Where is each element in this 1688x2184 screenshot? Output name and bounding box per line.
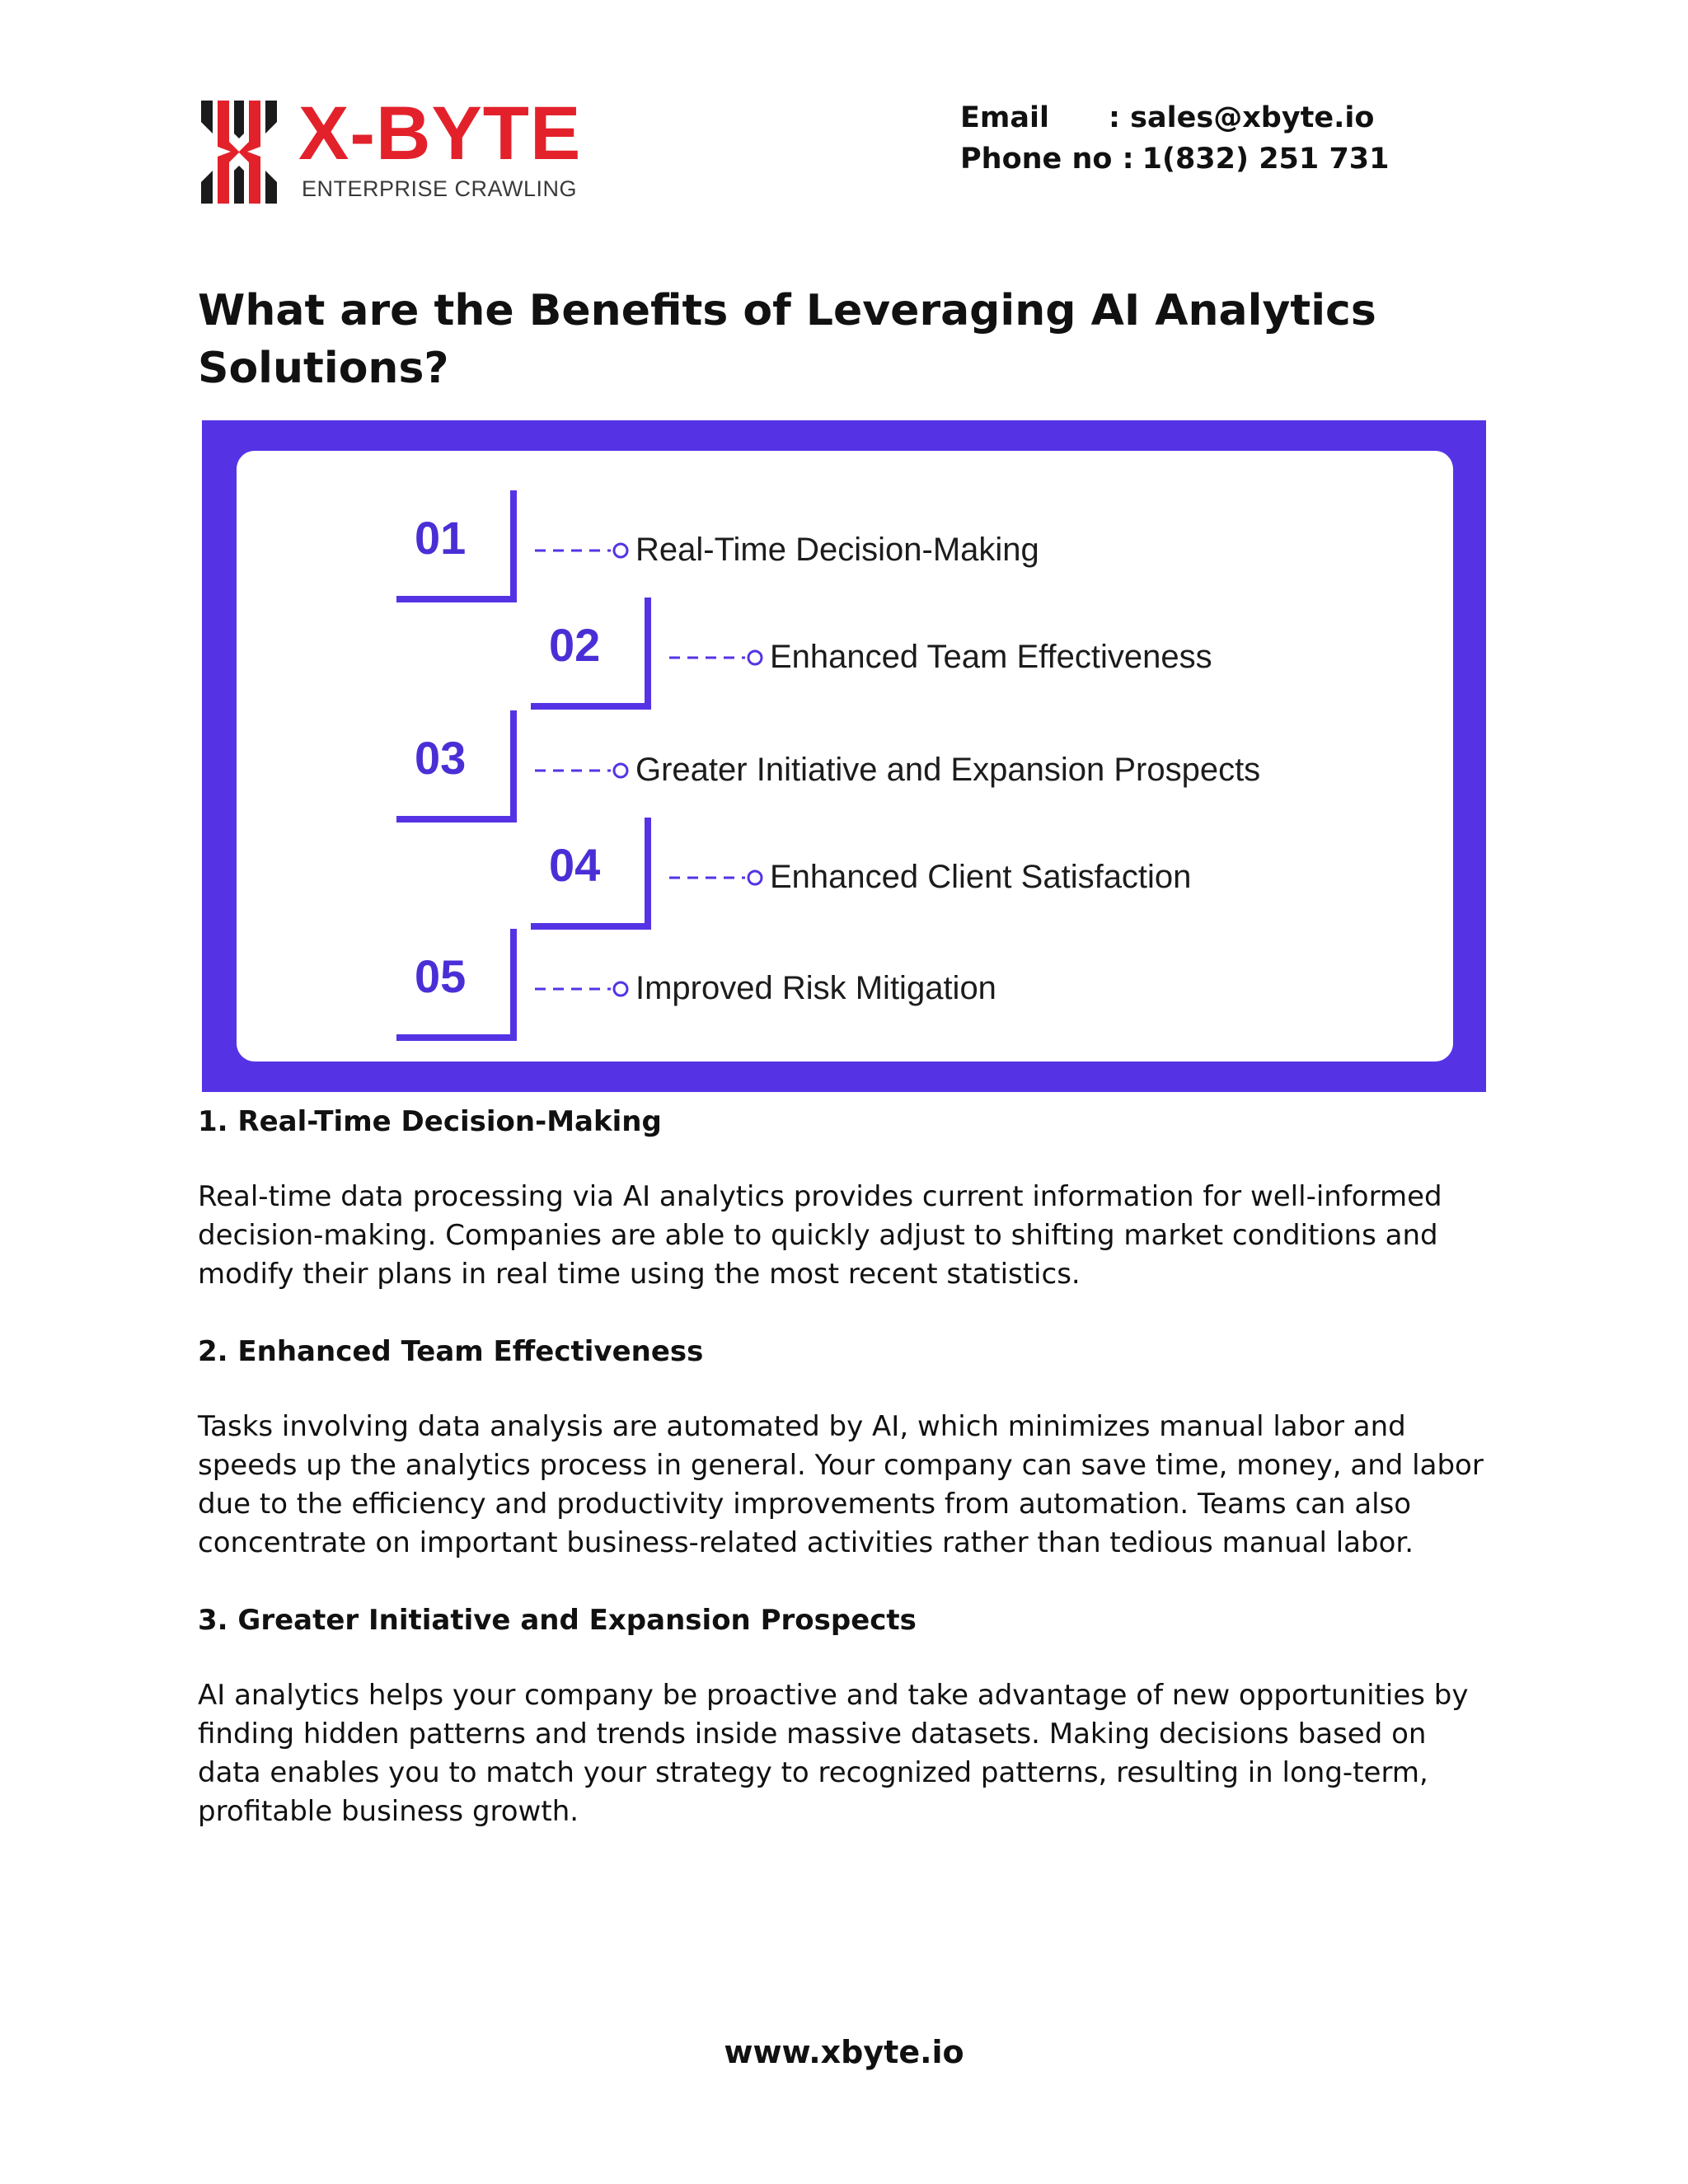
dashed-connector-icon: [669, 869, 768, 886]
dashed-connector-icon: [535, 542, 634, 559]
step-label: Enhanced Team Effectiveness: [770, 639, 1212, 675]
company-logo: [201, 91, 588, 206]
section-2-body: Tasks involving data analysis are automated by AI, which minimizes manual labor and speeds up the analytics process in general. Your company can save time, money, and labor due to the efficiency and productivity improvements from automation. Teams can also concentrate on important business-related activities rather than tedious manual labor.: [198, 1410, 1484, 1559]
contact-info: [960, 97, 1422, 180]
step-label: Enhanced Client Satisfaction: [770, 859, 1192, 895]
step-number: 02: [549, 619, 601, 671]
footer-website-link[interactable]: www.xbyte.io: [724, 2034, 964, 2070]
email-value[interactable]: : sales@xbyte.io: [1109, 101, 1375, 134]
step-number: 01: [415, 512, 467, 564]
dashed-connector-icon: [535, 981, 634, 997]
dashed-connector-icon: [535, 762, 634, 779]
logo-tagline: ENTERPRISE CRAWLING: [302, 176, 578, 201]
step-number: 04: [549, 839, 601, 891]
infographic-card: [237, 451, 1453, 1062]
section-1-heading: 1. Real-Time Decision-Making: [198, 1105, 662, 1138]
section-1-body: Real-time data processing via AI analytics provides current information for well-informed decision-making. Companies are able to quickly adjust to shifting market conditions and modify their plans in real time using the most recent statistics.: [198, 1180, 1442, 1291]
email-row: [960, 97, 1422, 138]
section-2-heading: 2. Enhanced Team Effectiveness: [198, 1335, 704, 1368]
step-label: Improved Risk Mitigation: [635, 970, 996, 1006]
email-label: Email: [960, 101, 1049, 134]
logo-wordmark: X-BYTE: [298, 91, 582, 176]
phone-row: [960, 138, 1422, 180]
benefits-infographic: [202, 420, 1486, 1092]
page-title: What are the Benefits of Leveraging AI Analytics Solutions?: [198, 286, 1376, 393]
step-number: 03: [415, 732, 467, 784]
section-3-body: AI analytics helps your company be proactive and take advantage of new opportunities by finding hidden patterns and trends inside massive datasets. Making decisions based on data enables you to match your strategy to recognized patterns, resulting in long-term, profitable business growth.: [198, 1679, 1469, 1828]
section-3-heading: 3. Greater Initiative and Expansion Prospects: [198, 1604, 917, 1637]
x-byte-logo-mark-icon: [201, 101, 277, 204]
phone-value: 1(832) 251 731: [1142, 143, 1390, 176]
step-label: Real-Time Decision-Making: [635, 532, 1039, 568]
dashed-connector-icon: [669, 649, 768, 666]
phone-label: Phone no :: [960, 143, 1134, 176]
step-number: 05: [415, 950, 467, 1002]
step-label: Greater Initiative and Expansion Prospects: [635, 752, 1261, 788]
